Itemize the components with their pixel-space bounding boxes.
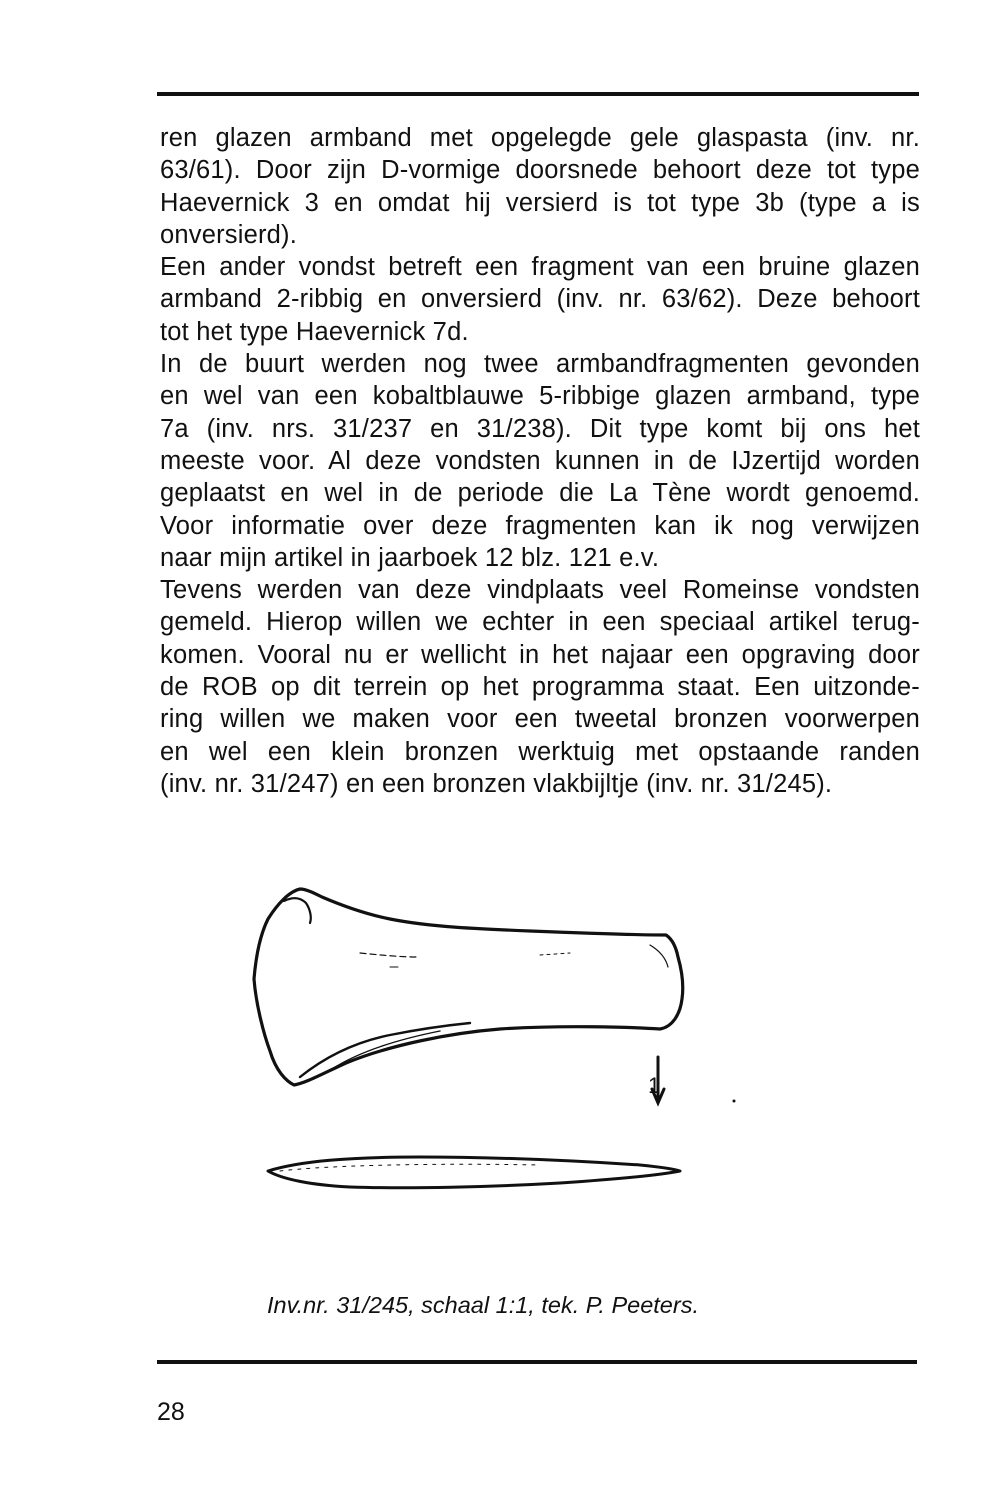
text-line: armband 2-ribbig en onversierd (inv. nr. 63/62). Deze behoort: [160, 285, 920, 314]
text-line: 63/61). Door zijn D-vormige doorsnede behoort deze tot type: [160, 156, 920, 185]
text-line: ren glazen armband met opgelegde gele glaspasta (inv. nr.: [160, 124, 920, 152]
caption-text: Inv.nr. 31/245, schaal 1:1, tek. P. Peeters.: [267, 1292, 699, 1318]
text-line: gemeld. Hierop willen we echter in een speciaal artikel terug-: [160, 608, 920, 637]
text-line: (inv. nr. 31/247) en een bronzen vlakbijltje (inv. nr. 31/245).: [160, 769, 833, 798]
text-line: 7a (inv. nrs. 31/237 en 31/238). Dit type komt bij ons het: [160, 414, 920, 443]
figure-caption: [0, 1292, 1000, 1319]
text-line: geplaatst en wel in de periode die La Tène wordt genoemd.: [160, 479, 920, 508]
text-line: In de buurt werden nog twee armbandfragmenten gevonden: [160, 350, 920, 379]
text-line: onversierd).: [160, 220, 298, 249]
text-line: tot het type Haevernick 7d.: [160, 317, 469, 346]
top-rule: [157, 92, 919, 96]
text-line: en wel van een kobaltblauwe 5-ribbige glazen armband, type: [160, 382, 920, 411]
text-line: de ROB op dit terrein op het programma staat. Een uitzonde-: [160, 673, 920, 702]
text-line: en wel een klein bronzen werktuig met opstaande randen: [160, 737, 920, 766]
text-line: Voor informatie over deze fragmenten kan ik nog verwijzen: [160, 511, 920, 540]
axe-top-view: [254, 889, 683, 1085]
page-number: 28: [157, 1398, 185, 1426]
text-line: meeste voor. Al deze vondsten kunnen in de IJzertijd worden: [160, 446, 920, 475]
speck: [733, 1100, 736, 1103]
figure-marker-label: 1: [648, 1073, 661, 1098]
axe-side-view: [268, 1157, 680, 1188]
text-line: Een ander vondst betreft een fragment van een bruine glazen: [160, 253, 920, 282]
bottom-rule: [157, 1360, 917, 1364]
text-line: Haevernick 3 en omdat hij versierd is tot type 3b (type a is: [160, 188, 920, 217]
text-line: naar mijn artikel in jaarboek 12 blz. 121 e.v.: [160, 543, 660, 572]
text-line: Tevens werden van deze vindplaats veel Romeinse vondsten: [160, 576, 920, 605]
bronze-flat-axe-drawing: [240, 875, 760, 1195]
body-text: [160, 122, 920, 800]
text-line: ring willen we maken voor een tweetal bronzen voorwerpen: [160, 705, 920, 734]
text-line: komen. Vooral nu er wellicht in het najaar een opgraving door: [160, 640, 920, 669]
